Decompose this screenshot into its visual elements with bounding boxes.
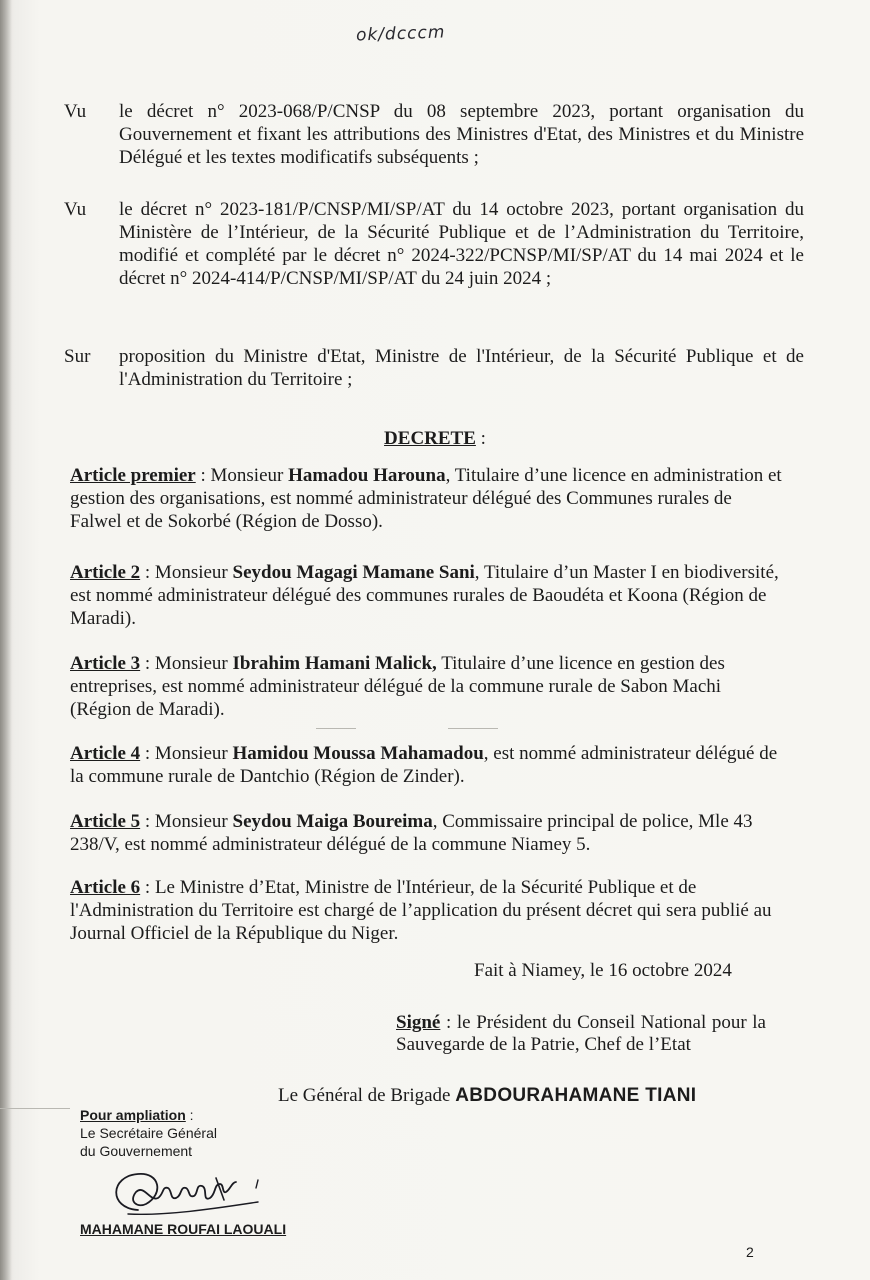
article-5	[70, 810, 782, 856]
signed-block	[396, 1012, 766, 1056]
scan-artifact-line	[448, 728, 498, 729]
ampliation-line-1: Le Secrétaire Général	[80, 1125, 217, 1141]
page-edge-shadow	[0, 0, 12, 1280]
article-label: Article 6	[70, 877, 141, 898]
ampliation-block	[80, 1106, 217, 1160]
visa-3	[64, 345, 804, 391]
ampliation-title: Pour ampliation	[80, 1107, 186, 1123]
decree-heading-word: DECRETE	[384, 428, 476, 449]
visa-2	[64, 198, 804, 290]
place-and-date: Fait à Niamey, le 16 octobre 2024	[474, 960, 732, 981]
article-sep: : Monsieur	[140, 653, 233, 674]
article-sep: : Monsieur	[195, 465, 289, 486]
article-person-name: Seydou Magagi Mamane Sani	[232, 562, 475, 583]
signed-label: Signé	[396, 1012, 441, 1033]
article-text: Titulaire d’une licence en gestion des entreprises, est nommé administrateur délégué de la commune rurale de Sabon Machi (Région de Maradi).	[70, 653, 725, 720]
article-label: Article 5	[70, 811, 141, 832]
visa-1	[64, 100, 804, 169]
article-6	[70, 876, 782, 945]
article-person-name: Hamidou Moussa Mahamadou	[232, 743, 484, 764]
article-sep: :	[140, 877, 155, 898]
article-sep: : Monsieur	[140, 743, 233, 764]
article-text: , Titulaire d’un Master I en biodiversité, est nommé administrateur délégué des communes rurales de Baoudéta et Koona (Région de Maradi).	[70, 562, 779, 629]
article-person-name: Hamadou Harouna	[288, 465, 446, 486]
visa-text: proposition du Ministre d'Etat, Ministre de l'Intérieur, de la Sécurité Publique et de l'Administration du Territoire ;	[119, 346, 804, 390]
article-label: Article premier	[70, 465, 196, 486]
decree-heading	[0, 428, 870, 450]
general-rank: Le Général de Brigade	[278, 1085, 456, 1106]
article-text: Le Ministre d’Etat, Ministre de l'Intérieur, de la Sécurité Publique et de l'Administration du Territoire est chargé de l’application du présent décret qui sera publié au Journal Officiel de la République du Niger.	[70, 877, 772, 944]
visa-text: le décret n° 2023-068/P/CNSP du 08 septembre 2023, portant organisation du Gouvernement et fixant les attributions des Ministres d'Etat, des Ministres et du Ministre Délégué et les textes modificatifs subséquents ;	[119, 101, 804, 168]
article-sep: : Monsieur	[140, 562, 233, 583]
ampliation-title-suffix: :	[185, 1107, 194, 1123]
article-text: , Titulaire d’une licence en administration et gestion des organisations, est nommé administrateur délégué des Communes rurales de Falwel et de Sokorbé (Région de Dosso).	[70, 465, 782, 532]
article-4	[70, 742, 782, 788]
signatory-general	[278, 1085, 696, 1107]
article-label: Article 4	[70, 743, 141, 764]
signatory-name: MAHAMANE ROUFAI LAOUALI	[80, 1221, 287, 1237]
article-text: , est nommé administrateur délégué de la commune rurale de Dantchio (Région de Zinder).	[70, 743, 778, 787]
handwritten-reference: ok/dcccm	[355, 22, 446, 46]
scan-artifact-line	[0, 1108, 70, 1109]
article-label: Article 2	[70, 562, 141, 583]
article-person-name: Ibrahim Hamani Malick,	[232, 653, 437, 674]
visa-label: Sur	[64, 346, 91, 367]
decree-heading-suffix: :	[475, 428, 486, 449]
scan-artifact-line	[316, 728, 356, 729]
general-name: ABDOURAHAMANE TIANI	[455, 1085, 697, 1106]
visa-label: Vu	[64, 101, 87, 122]
ampliation-line-2: du Gouvernement	[80, 1143, 193, 1159]
article-2	[70, 561, 782, 630]
article-1	[70, 464, 782, 533]
article-person-name: Seydou Maiga Boureima	[232, 811, 433, 832]
article-sep: : Monsieur	[140, 811, 233, 832]
article-3	[70, 652, 782, 721]
visa-text: le décret n° 2023-181/P/CNSP/MI/SP/AT du 14 octobre 2023, portant organisation du Ministère de l’Intérieur, de la Sécurité Publique et de l’Administration du Territoire, modifié et complété par le décret n° 2024-322/PCNSP/MI/SP/AT du 14 mai 2024 et le décret n° 2024-414/P/CNSP/MI/SP/AT du 24 juin 2024 ;	[119, 199, 804, 289]
page-number: 2	[746, 1244, 754, 1260]
article-text: , Commissaire principal de police, Mle 43 238/V, est nommé administrateur délégué de la commune Niamey 5.	[70, 811, 753, 855]
handwritten-signature	[98, 1158, 278, 1228]
visa-label: Vu	[64, 199, 87, 220]
signed-text: : le Président du Conseil National pour la Sauvegarde de la Patrie, Chef de l’Etat	[396, 1012, 766, 1055]
article-label: Article 3	[70, 653, 141, 674]
